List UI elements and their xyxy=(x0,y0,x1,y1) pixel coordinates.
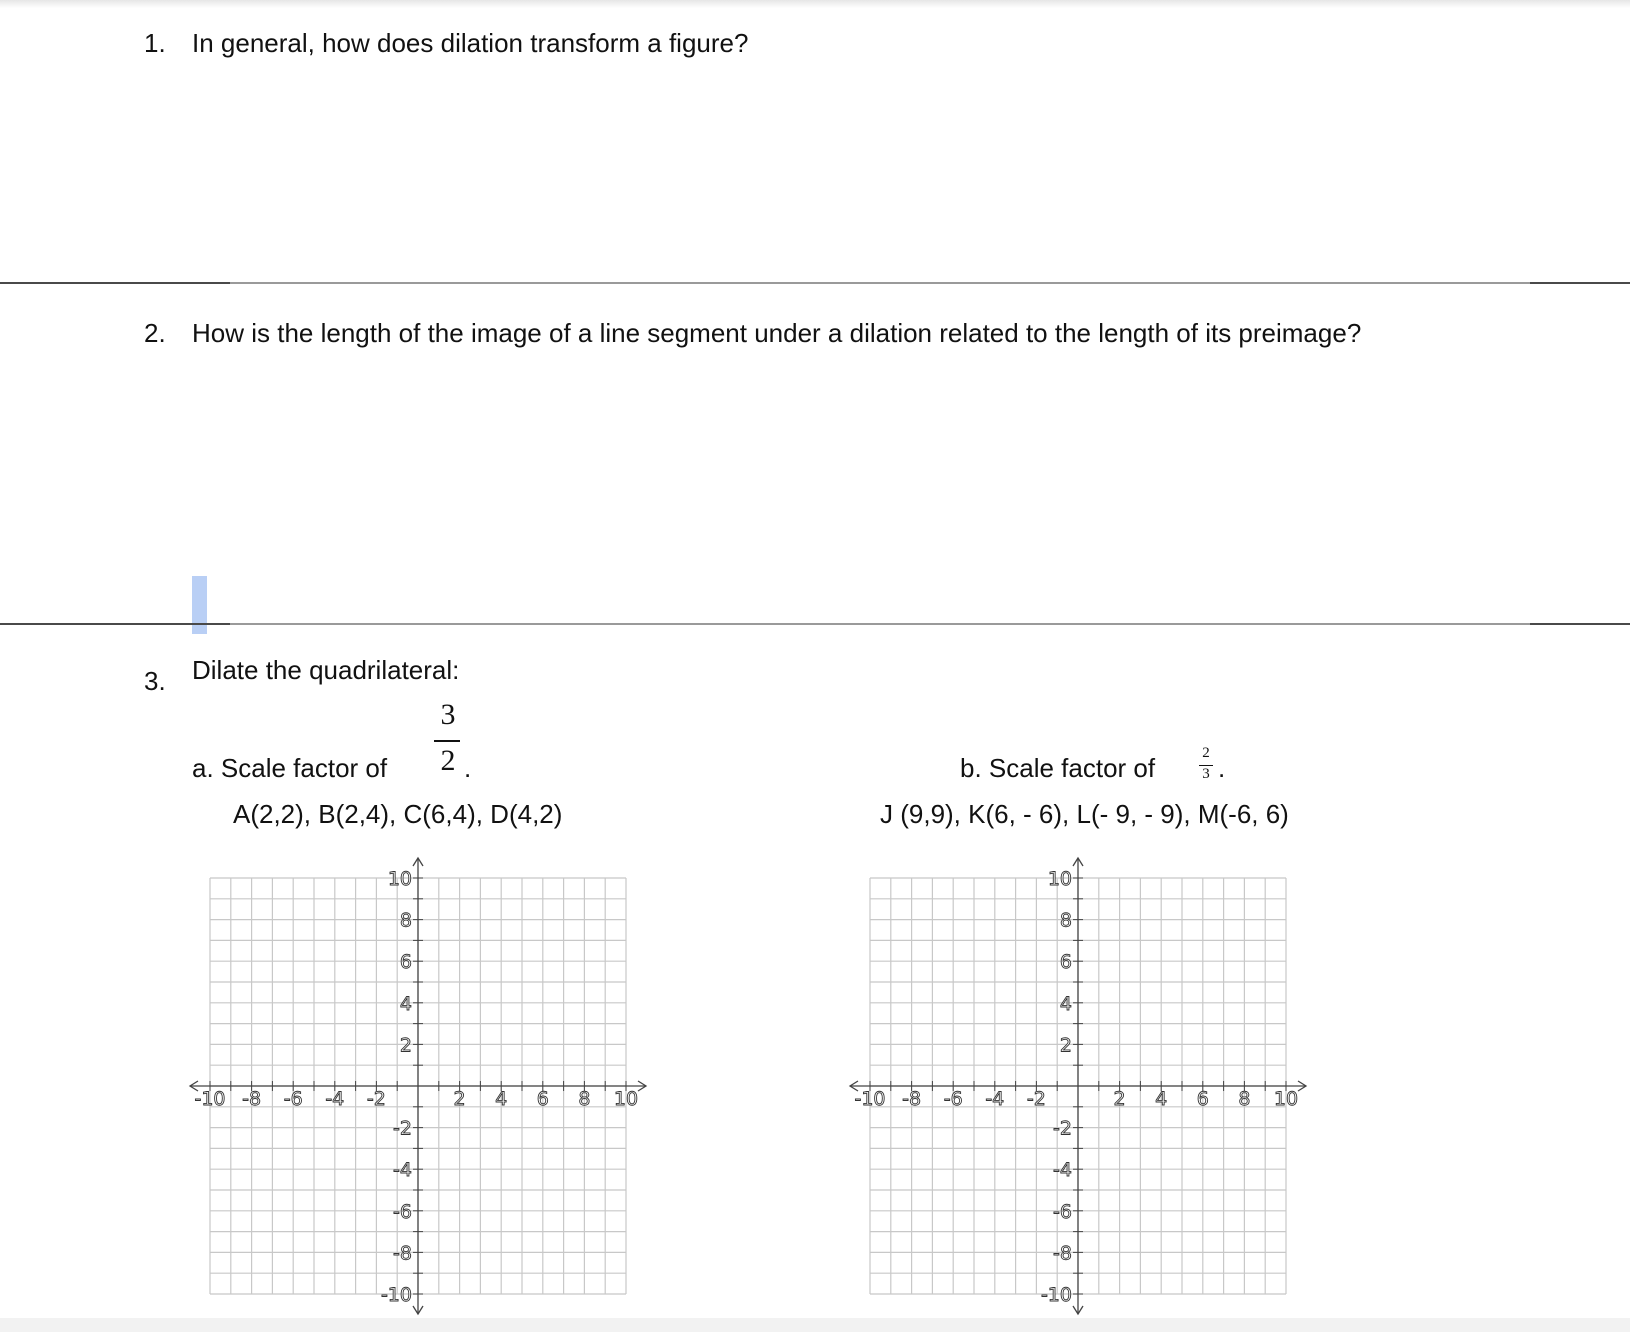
grid-b-x-tick-label: 8 xyxy=(1238,1088,1251,1110)
question-3-number: 3. xyxy=(144,666,166,696)
grid-b-x-tick-label: 6 xyxy=(1196,1088,1209,1110)
part-a-fraction-bar xyxy=(434,740,460,742)
grid-b-x-tick-label: 2 xyxy=(1113,1088,1126,1110)
grid-a-y-tick-label: 8 xyxy=(399,909,412,932)
question-3-text: Dilate the quadrilateral: xyxy=(192,655,460,685)
grid-b-y-tick-label: 2 xyxy=(1059,1034,1072,1057)
grid-a-y-tick-label: 2 xyxy=(399,1034,412,1057)
grid-b-x-tick-label: -4 xyxy=(985,1088,1005,1110)
grid-a-y-tick-label: -8 xyxy=(393,1242,412,1265)
grid-b-x-tick-label: -10 xyxy=(854,1088,886,1110)
grid-a-x-tick-label: -2 xyxy=(366,1088,386,1110)
grid-b-y-tick-label: 6 xyxy=(1059,951,1072,974)
grid-b-y-tick-label: -10 xyxy=(1040,1284,1072,1306)
grid-a-y-tick-label: 6 xyxy=(399,951,412,974)
grid-a-y-tick-label: -2 xyxy=(393,1117,412,1140)
grid-b-y-tick-label: -8 xyxy=(1053,1242,1072,1265)
grid-b-y-tick-label: -6 xyxy=(1053,1200,1072,1223)
part-a-label: a. Scale factor of xyxy=(192,753,388,783)
part-a-period: . xyxy=(464,753,472,783)
bottom-shadow xyxy=(0,1318,1630,1332)
grid-b-x-tick-label: -6 xyxy=(943,1088,963,1110)
grid-a-x-tick-label: 2 xyxy=(453,1088,466,1110)
part-a-numerator: 3 xyxy=(440,698,456,731)
grid-b-y-tick-label: 8 xyxy=(1059,909,1072,932)
grid-b-x-tick-label: -8 xyxy=(902,1088,922,1110)
grid-b-y-tick-label: -4 xyxy=(1053,1159,1072,1182)
top-shadow xyxy=(0,0,1630,8)
part-b-period: . xyxy=(1218,753,1226,783)
grid-a-x-tick-label: -6 xyxy=(283,1088,303,1110)
grid-b-x-tick-label: -2 xyxy=(1026,1088,1046,1110)
part-a-denominator: 2 xyxy=(440,744,456,777)
grid-b-y-tick-label: 4 xyxy=(1059,992,1072,1015)
grid-a-x-tick-label: 10 xyxy=(613,1088,639,1110)
grid-a-x-tick-label: -8 xyxy=(242,1088,262,1110)
part-b-denominator: 3 xyxy=(1202,766,1210,782)
grid-a-y-tick-label: 10 xyxy=(387,868,412,890)
question-2-text: How is the length of the image of a line segment under a dilation related to the length of its preimage? xyxy=(192,318,1362,348)
grid-a-y-tick-label: 4 xyxy=(399,992,412,1015)
part-b-points: J (9,9), K(6, - 6), L(- 9, - 9), M(-6, 6) xyxy=(880,799,1289,829)
question-2-number: 2. xyxy=(144,318,166,348)
grid-a-x-tick-label: 4 xyxy=(495,1088,508,1110)
part-a-points: A(2,2), B(2,4), C(6,4), D(4,2) xyxy=(233,799,563,829)
answer-divider-1 xyxy=(0,282,1630,284)
question-1-number: 1. xyxy=(144,28,166,58)
grid-a-y-tick-label: -6 xyxy=(393,1200,412,1223)
grid-a-x-tick-label: 6 xyxy=(536,1088,549,1110)
grid-b-y-tick-label: -2 xyxy=(1053,1117,1072,1140)
coordinate-grid-b[interactable] xyxy=(840,850,1320,1320)
answer-divider-2 xyxy=(0,623,1630,625)
grid-b-x-tick-label: 10 xyxy=(1273,1088,1299,1110)
grid-a-y-tick-label: -4 xyxy=(393,1159,412,1182)
grid-b-y-tick-label: 10 xyxy=(1047,868,1072,890)
part-b-numerator: 2 xyxy=(1202,745,1210,761)
grid-b-x-tick-label: 4 xyxy=(1155,1088,1168,1110)
coordinate-grid-a[interactable] xyxy=(180,850,660,1320)
part-b-label: b. Scale factor of xyxy=(960,753,1156,783)
grid-a-y-tick-label: -10 xyxy=(380,1284,412,1306)
grid-a-x-tick-label: -10 xyxy=(194,1088,226,1110)
question-1-text: In general, how does dilation transform a figure? xyxy=(192,28,749,58)
grid-a-x-tick-label: 8 xyxy=(578,1088,591,1110)
grid-a-x-tick-label: -4 xyxy=(325,1088,345,1110)
text-cursor[interactable] xyxy=(192,576,207,634)
